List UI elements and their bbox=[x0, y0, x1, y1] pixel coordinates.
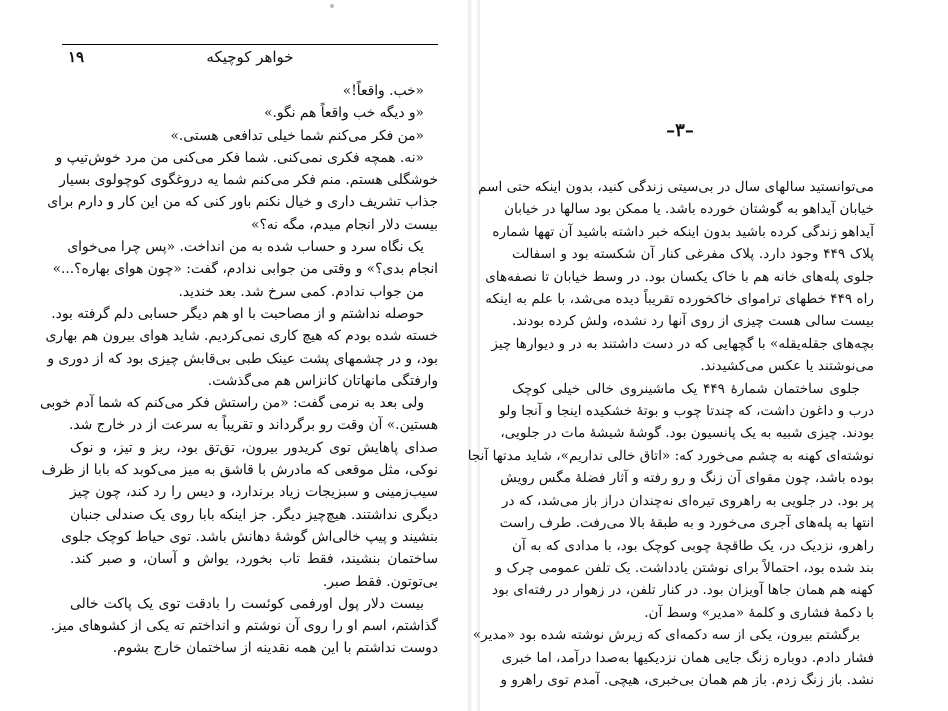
text-line: «من فکر می‌کنم شما خیلی تدافعی هستی.» bbox=[170, 127, 424, 144]
text-line: صدای پاهایش توی کریدور بیرون، تق‌تق بود، ریز و تیز، و نوک bbox=[70, 439, 438, 456]
right-page bbox=[467, 0, 948, 711]
text-line: بند شده بود، احتمالاً برای نوشتن یادداشت. یک تلفن عمومی چرک و bbox=[495, 559, 874, 576]
text-line: بیست سالی هست چیزی از روی آنها رد نشده، ولش کرده بودند. bbox=[512, 313, 874, 330]
text-line: گذاشتم، اسم او را روی آن نوشتم و انداختم ته یکی از کشوهای میز. bbox=[50, 618, 438, 635]
text-line: جلوی پله‌های خانه هم با خاک یکسان بود. در وسط خیابان تا نصفه‌های bbox=[485, 268, 874, 285]
text-line: خیابان آیداهو به گوشتان خورده باشد. یا ممکن بود سالها در خیابان bbox=[504, 201, 874, 218]
text-line: آیداهو زندگی کرده باشید بدون اینکه خبر داشته باشید آن تهها شماره bbox=[492, 223, 874, 240]
text-line: می‌توانستید سالهای سال در بی‌سیتی زندگی کنید، بدون اینکه حتی اسم bbox=[478, 179, 874, 195]
text-line: راهرو، نزدیک در، یک طاقچهٔ چوبی کوچک بود، با مدادی که به آن bbox=[512, 537, 874, 554]
left-body-text bbox=[39, 80, 438, 660]
text-line: بی‌توتون. فقط صبر. bbox=[322, 573, 438, 590]
text-line: بچه‌های جقله‌یقله» با گچهایی که در دست داشتند به در و دیوارها چیز bbox=[491, 335, 874, 352]
running-title: خواهر کوچیکه bbox=[206, 48, 294, 66]
text-line: پلاک ۴۴۹ وجود دارد. پلاک مفرغی کنار آن شکسته بود و اسفالت bbox=[512, 246, 874, 263]
text-line: انتها به پله‌های آجری می‌خورد و به طبقهٔ بالا می‌رفت. طرف راست bbox=[499, 515, 874, 532]
text-line: بود، و در چشمهای پشت عینک طبی بی‌قابش چیزی بود که از دوری و bbox=[47, 350, 438, 367]
text-line: من جواب ندادم. کمی سرخ شد. بعد خندید. bbox=[178, 283, 424, 300]
text-line: جذاب تشریف داری و خیال نکنم باور کنی که من این کار و دارم برای bbox=[47, 194, 438, 211]
text-line: نوشته‌ای کهنه به چشم می‌خورد که: «اتاق خالی نداریم»، شاید مدتها آنجا bbox=[467, 447, 874, 464]
text-line: بودند. چیزی شبیه به یک پانسیون بود. گوشهٔ شیشهٔ مات در جلویی، bbox=[500, 425, 874, 442]
chapter-number: –۳– bbox=[666, 120, 694, 141]
text-line: دیگری نداشتند. هیچ‌چیز دیگر. جز اینکه بابا روی یک صندلی جنبان bbox=[70, 506, 438, 523]
text-line: ولی بعد به نرمی گفت: «من راستش فکر می‌کنم که شما آدم خوبی bbox=[39, 395, 424, 412]
text-line: نشد. باز زنگ زدم. باز هم همان بی‌خبری، هیچی. آمدم توی راهرو و bbox=[500, 671, 874, 688]
left-page bbox=[0, 0, 468, 711]
text-line: انجام بدی؟» و وقتی من جوابی ندادم، گفت: «چون هوای بهاره؟...» bbox=[52, 261, 438, 278]
text-line: بیست دلار پول اورفمی کوئست را بادقت توی یک پاکت خالی bbox=[70, 595, 424, 612]
text-line: حوصله نداشتم و از مصاحبت با او هم دیگر حسابی دلم گرفته بود. bbox=[51, 305, 424, 322]
header-rule bbox=[62, 44, 438, 45]
text-line: بیست دلار انجام میدم، مگه نه؟» bbox=[251, 216, 438, 233]
right-body-text bbox=[467, 176, 874, 691]
page-number: ۱۹ bbox=[68, 48, 85, 66]
book-gutter bbox=[468, 0, 480, 711]
text-line: جلوی ساختمان شمارهٔ ۴۴۹ یک ماشینروی خالی خیلی کوچک bbox=[512, 380, 860, 397]
text-line: ساختمان بنشیند، فقط تاب بخورد، یواش و آسان، و صبر کند. bbox=[70, 551, 438, 568]
text-line: بنشیند و پیپ خالی‌اش گوشهٔ دهانش باشد. توی حیاط کوچک جلوی bbox=[60, 528, 438, 545]
text-line: می‌نوشتند یا عکس می‌کشیدند. bbox=[700, 358, 874, 375]
text-line: سیب‌زمینی و سبزیجات زیاد برندارد، و دیس را رد کند، چون چیز bbox=[70, 484, 438, 501]
text-line: نوکی، مثل موقعی که مادرش با قاشق به میز می‌کوبد که بابا از ظرف bbox=[41, 462, 438, 479]
text-line: پر بود. در جلویی به راهروی تیره‌ای نه‌چندان دراز باز می‌شد، که در bbox=[501, 492, 874, 509]
text-line: با دکمهٔ فشاری و کلمهٔ «مدیر» وسط آن. bbox=[644, 604, 874, 621]
text-line: «نه. همچه فکری نمی‌کنی. شما فکر می‌کنی من مرد خوش‌تیپ و bbox=[55, 149, 424, 166]
text-line: کهنه هم همان جاها آویزان بود. در کنار تلفن، در زهوار در رفته‌ای بود bbox=[492, 582, 874, 599]
text-line: خسته شده بودم که هیچ کاری نمی‌کردیم. شاید هوای بیرون هم بهاری bbox=[45, 328, 438, 345]
text-line: درب و داغون داشت، که چندتا چوب و بوتهٔ خشکیده اینجا و آنجا ولو bbox=[499, 403, 874, 420]
text-line: خوشگلی هستم. منم فکر می‌کنم شما یه دروغگوی کوچولوی بسیار bbox=[59, 172, 438, 189]
text-line: «خب. واقعاً!» bbox=[342, 83, 424, 99]
text-line: یک نگاه سرد و حساب شده به من انداخت. «پس چرا می‌خوای bbox=[67, 239, 424, 256]
text-line: فشار دادم. دوباره زنگ جایی همان نزدیکیها به‌صدا درآمد، اما خبری bbox=[501, 649, 874, 666]
text-line: «و دیگه خب واقعاً هم نگو.» bbox=[264, 105, 424, 122]
text-line: هستین.» آن وقت رو برگرداند و تقریباً به سرعت از در خارج شد. bbox=[69, 417, 438, 434]
text-line: دوست نداشتم با این همه نقدینه از ساختمان خارج بشوم. bbox=[112, 640, 438, 657]
text-line: بوده باشد، چون مقوای آن زنگ و رو رفته و آثار فضلهٔ مگس رویش bbox=[500, 470, 874, 487]
text-line: وارفتگی مانهاتان کانزاس هم می‌گذشت. bbox=[207, 372, 438, 389]
text-line: برگشتم بیرون، یکی از سه دکمه‌ای که زیرش نوشته شده بود «مدیر» bbox=[472, 627, 860, 644]
text-line: راه ۴۴۹ خطهای ترامواى خاکخورده تقریباً دیده می‌شد، با علم به اینکه bbox=[485, 291, 874, 308]
